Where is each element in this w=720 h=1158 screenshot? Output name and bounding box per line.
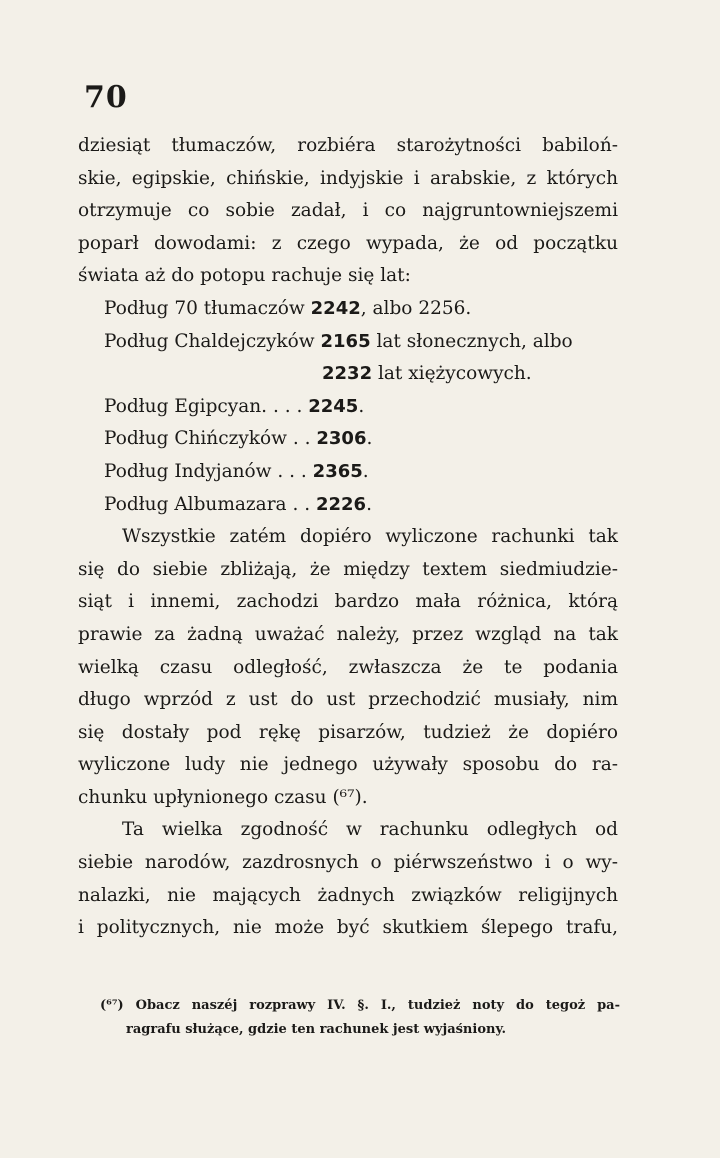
- text-line: otrzymuje co sobie zadał, i co najgruntowniejszemi: [78, 200, 618, 222]
- chronology-value: 2242: [310, 297, 361, 319]
- chronology-suffix: .: [362, 460, 369, 482]
- text-line: dziesiąt tłumaczów, rozbiéra starożytności babiloń-: [78, 135, 618, 156]
- text-line: wyliczone ludy nie jednego używały sposobu do ra-: [78, 754, 618, 776]
- chronology-suffix: , albo 2256.: [360, 297, 472, 319]
- page-number: 70: [84, 80, 128, 115]
- text-line: i politycznych, nie może być skutkiem ślepego trafu,: [78, 917, 618, 939]
- text-line: się do siebie zbliżają, że między textem siedmiudzie-: [78, 558, 618, 580]
- chronology-row: [78, 489, 618, 522]
- chronology-label: Podług Chaldejczyków: [104, 330, 315, 352]
- chronology-value: 2365: [312, 460, 363, 482]
- footnote-line: ragrafu służące, gdzie ten rachunek jest wyjaśniony.: [126, 1022, 507, 1037]
- chronology-label: Podług 70 tłumaczów: [104, 297, 305, 319]
- text-line: siebie narodów, zazdrosnych o piérwszeństwo i o wy-: [78, 852, 618, 874]
- text-line: chunku upłynionego czasu (⁶⁷).: [78, 786, 368, 808]
- text-line: prawie za żadną uważać należy, przez wzgląd na tak: [78, 623, 618, 645]
- chronology-suffix: .: [358, 395, 365, 417]
- chronology-label: Podług Albumazara . .: [104, 493, 311, 515]
- chronology-row: [78, 326, 618, 359]
- text-line: siąt i innemi, zachodzi bardzo mała różnica, którą: [78, 591, 618, 613]
- text-line: skie, egipskie, chińskie, indyjskie i arabskie, z których: [78, 167, 618, 189]
- chronology-value: 2165: [320, 330, 371, 352]
- chronology-label: Podług Chińczyków . .: [104, 428, 311, 450]
- footnote-line: (⁶⁷) Obacz naszéj rozprawy IV. §. I., tudzież noty do tegoż pa-: [100, 998, 620, 1013]
- chronology-suffix: lat xiężycowych.: [372, 363, 532, 385]
- chronology-row: [78, 456, 618, 489]
- chronology-suffix: lat słonecznych, albo: [370, 330, 573, 352]
- chronology-suffix: .: [366, 428, 373, 450]
- text-line: Ta wielka zgodność w rachunku odległych od: [122, 819, 618, 841]
- text-line: długo wprzód z ust do ust przechodzić musiały, nim: [78, 689, 618, 711]
- chronology-value: 2226: [315, 493, 367, 515]
- chronology-suffix: .: [366, 493, 372, 515]
- chronology-label: Podług Indyjanów . . .: [104, 460, 307, 482]
- text-line: poparł dowodami: z czego wypada, że od początku: [78, 232, 618, 254]
- text-line: się dostały pod rękę pisarzów, tudzież że dopiéro: [78, 721, 618, 743]
- chronology-label: Podług Egipcyan. . . .: [104, 395, 303, 417]
- chronology-row: [78, 423, 618, 456]
- text-line: nalazki, nie mających żadnych związków religijnych: [78, 884, 618, 906]
- chronology-value: 2306: [316, 428, 367, 450]
- chronology-row: [78, 358, 618, 391]
- chronology-row: [78, 391, 618, 424]
- page-body: [78, 130, 618, 945]
- chronology-value: 2232: [322, 363, 373, 385]
- chronology-value: 2245: [308, 395, 359, 417]
- text-line: świata aż do potopu rachuje się lat:: [78, 265, 411, 287]
- text-line: Wszystkie zatém dopiéro wyliczone rachunki tak: [122, 526, 618, 548]
- chronology-row: [78, 293, 618, 326]
- footnote: [100, 994, 620, 1042]
- text-line: wielką czasu odległość, zwłaszcza że te podania: [78, 656, 618, 678]
